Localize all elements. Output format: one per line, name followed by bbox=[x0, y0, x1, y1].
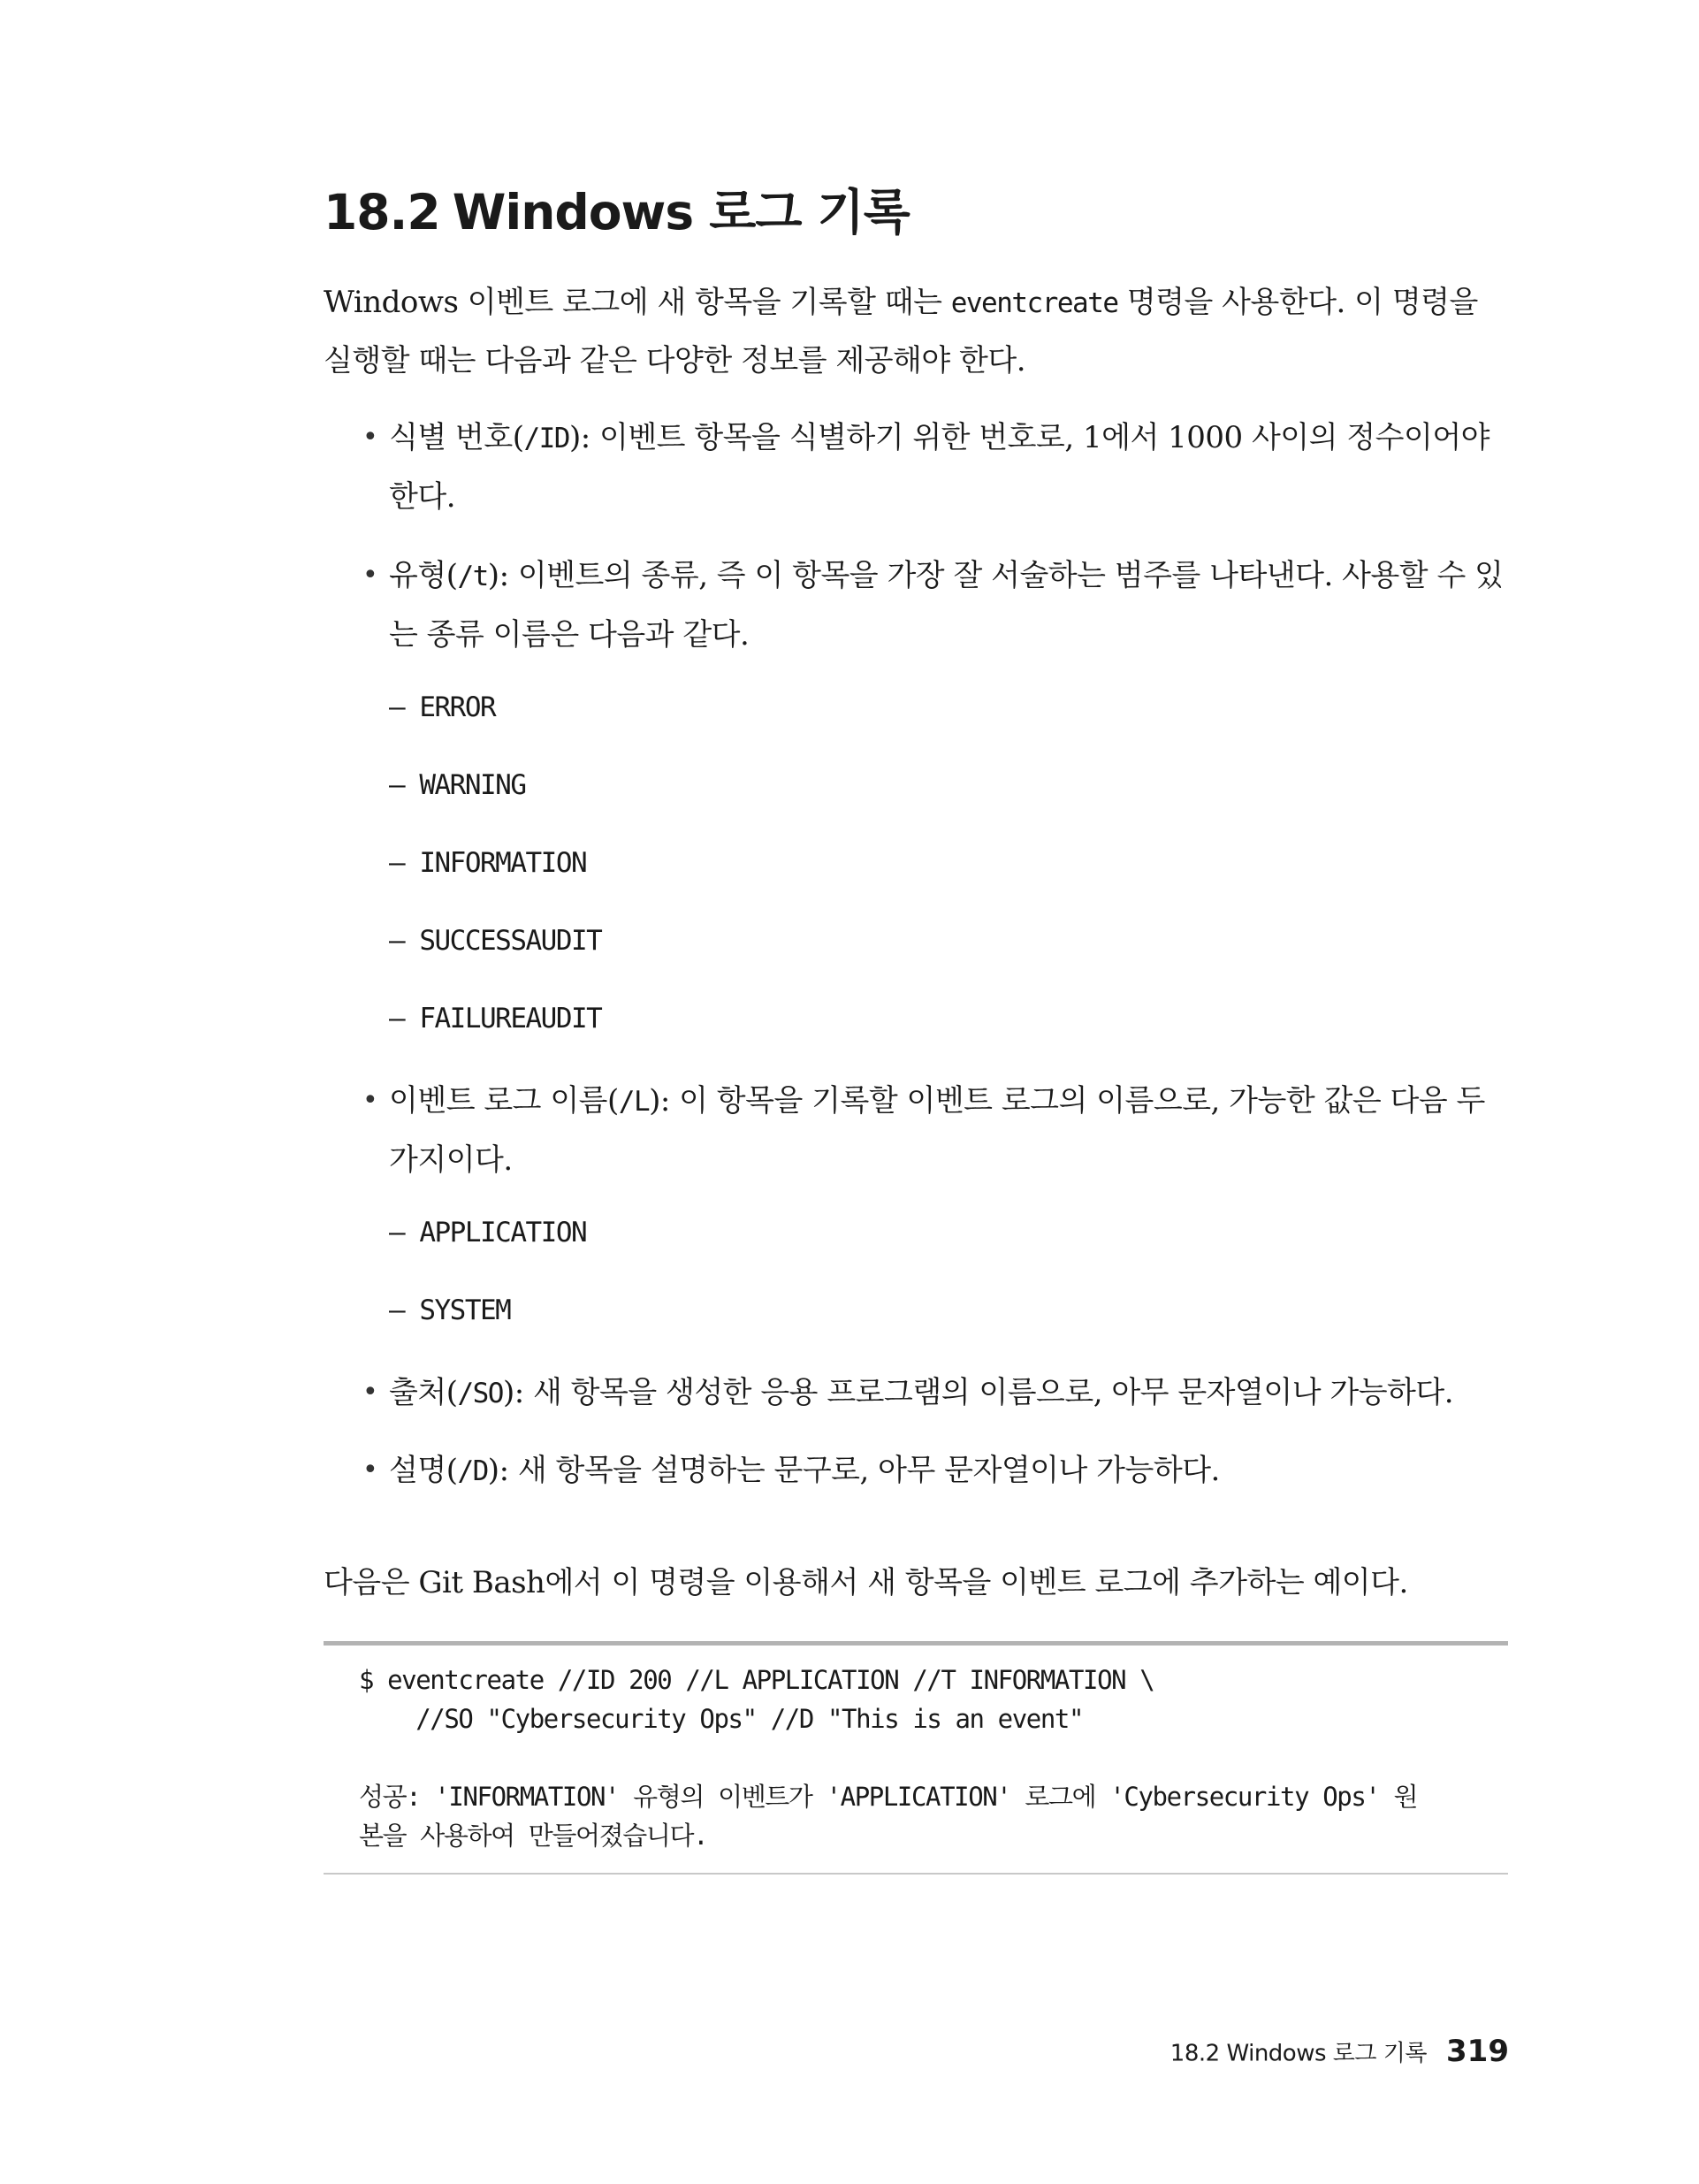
code-line: 성공: 'INFORMATION' 유형의 이벤트가 'APPLICATION' 로그에 'Cybersecurity Ops' 원 bbox=[359, 1782, 1418, 1812]
dash-icon: – bbox=[389, 1217, 405, 1249]
bullet-label: 출처 bbox=[389, 1375, 446, 1410]
dash-icon: – bbox=[389, 769, 405, 801]
bullet-flag: /ID bbox=[523, 423, 569, 454]
code-line: //SO "Cybersecurity Ops" //D "This is an event" bbox=[359, 1704, 1084, 1734]
page-number: 319 bbox=[1446, 2034, 1509, 2069]
bullet-flag: /L bbox=[618, 1086, 650, 1118]
page-footer bbox=[1170, 2034, 1509, 2069]
code-line: $ eventcreate //ID 200 //L APPLICATION //T INFORMATION \ bbox=[359, 1665, 1154, 1695]
bullet-flag: /t bbox=[457, 561, 488, 592]
log-option: – SYSTEM bbox=[389, 1294, 511, 1326]
bullet-dot-icon: • bbox=[362, 1085, 378, 1116]
dash-icon: – bbox=[389, 847, 405, 879]
bullet-desc: : 이 항목을 기록할 이벤트 로그의 이름으로, 가능한 값은 다음 두 가지이다. bbox=[389, 1083, 1485, 1178]
intro-inline-code: eventcreate bbox=[950, 287, 1118, 319]
dash-icon: – bbox=[389, 1003, 405, 1035]
bullet-dot-icon: • bbox=[362, 1377, 378, 1408]
bullet-dot-icon: • bbox=[362, 1455, 378, 1485]
bullet-label: 설명 bbox=[389, 1453, 446, 1488]
bullet-desc: : 새 항목을 설명하는 문구로, 아무 문자열이나 가능하다. bbox=[499, 1453, 1220, 1488]
bullet-desc: : 새 항목을 생성한 응용 프로그램의 이름으로, 아무 문자열이나 가능하다. bbox=[514, 1375, 1454, 1410]
example-intro-paragraph: 다음은 Git Bash에서 이 명령을 이용해서 새 항목을 이벤트 로그에 추가하는 예이다. bbox=[324, 1565, 1408, 1600]
code-line: 본을 사용하여 만들어졌습니다. bbox=[359, 1821, 708, 1851]
type-option: – WARNING bbox=[389, 769, 526, 801]
bullet-item-type: • 유형(/t): 이벤트의 종류, 즉 이 항목을 가장 잘 서술하는 범주를 나타낸다. 사용할 수 있는 종류 이름은 다음과 같다. bbox=[389, 546, 1508, 664]
intro-text-before: Windows 이벤트 로그에 새 항목을 기록할 때는 bbox=[324, 285, 951, 320]
section-number: 18.2 bbox=[324, 184, 440, 241]
bullet-dot-icon: • bbox=[362, 560, 378, 591]
bullet-label: 이벤트 로그 이름 bbox=[389, 1083, 608, 1119]
bullet-item-source: • 출처(/SO): 새 항목을 생성한 응용 프로그램의 이름으로, 아무 문자열이나 가능하다. bbox=[389, 1363, 1508, 1423]
type-option: – SUCCESSAUDIT bbox=[389, 925, 602, 957]
bullet-label: 식별 번호 bbox=[389, 420, 513, 455]
dash-icon: – bbox=[389, 1294, 405, 1326]
section-heading bbox=[324, 181, 910, 243]
code-block-top-rule bbox=[324, 1641, 1508, 1646]
bullet-item-log-name: • 이벤트 로그 이름(/L): 이 항목을 기록할 이벤트 로그의 이름으로, 가능한 값은 다음 두 가지이다. bbox=[389, 1072, 1508, 1189]
bullet-label: 유형 bbox=[389, 558, 446, 593]
bullet-item-description: • 설명(/D): 새 항목을 설명하는 문구로, 아무 문자열이나 가능하다. bbox=[389, 1441, 1508, 1501]
dash-icon: – bbox=[389, 691, 405, 723]
type-option: – ERROR bbox=[389, 691, 496, 723]
bullet-desc: : 이벤트 항목을 식별하기 위한 번호로, 1에서 1000 사이의 정수이어야 한다. bbox=[389, 420, 1490, 515]
code-block-bottom-rule bbox=[324, 1873, 1508, 1875]
footer-section-title: 18.2 Windows 로그 기록 bbox=[1169, 2040, 1428, 2067]
dash-icon: – bbox=[389, 925, 405, 957]
bullet-flag: /D bbox=[457, 1455, 488, 1487]
bullet-desc: : 이벤트의 종류, 즉 이 항목을 가장 잘 서술하는 범주를 나타낸다. 사용할 수 있는 종류 이름은 다음과 같다. bbox=[389, 558, 1504, 653]
type-option: – FAILUREAUDIT bbox=[389, 1003, 602, 1035]
bullet-dot-icon: • bbox=[362, 422, 378, 453]
section-title: Windows 로그 기록 bbox=[452, 184, 910, 241]
intro-paragraph bbox=[324, 274, 1508, 390]
bullet-flag: /SO bbox=[457, 1378, 503, 1409]
intro-text-after: 명령을 사용한다. 이 명령을 실행할 때는 다음과 같은 다양한 정보를 제공해야 한다. bbox=[324, 285, 1478, 378]
log-option: – APPLICATION bbox=[389, 1217, 587, 1249]
type-option: – INFORMATION bbox=[389, 847, 587, 879]
bullet-item-id: • 식별 번호(/ID): 이벤트 항목을 식별하기 위한 번호로, 1에서 1000 사이의 정수이어야 한다. bbox=[389, 409, 1508, 526]
